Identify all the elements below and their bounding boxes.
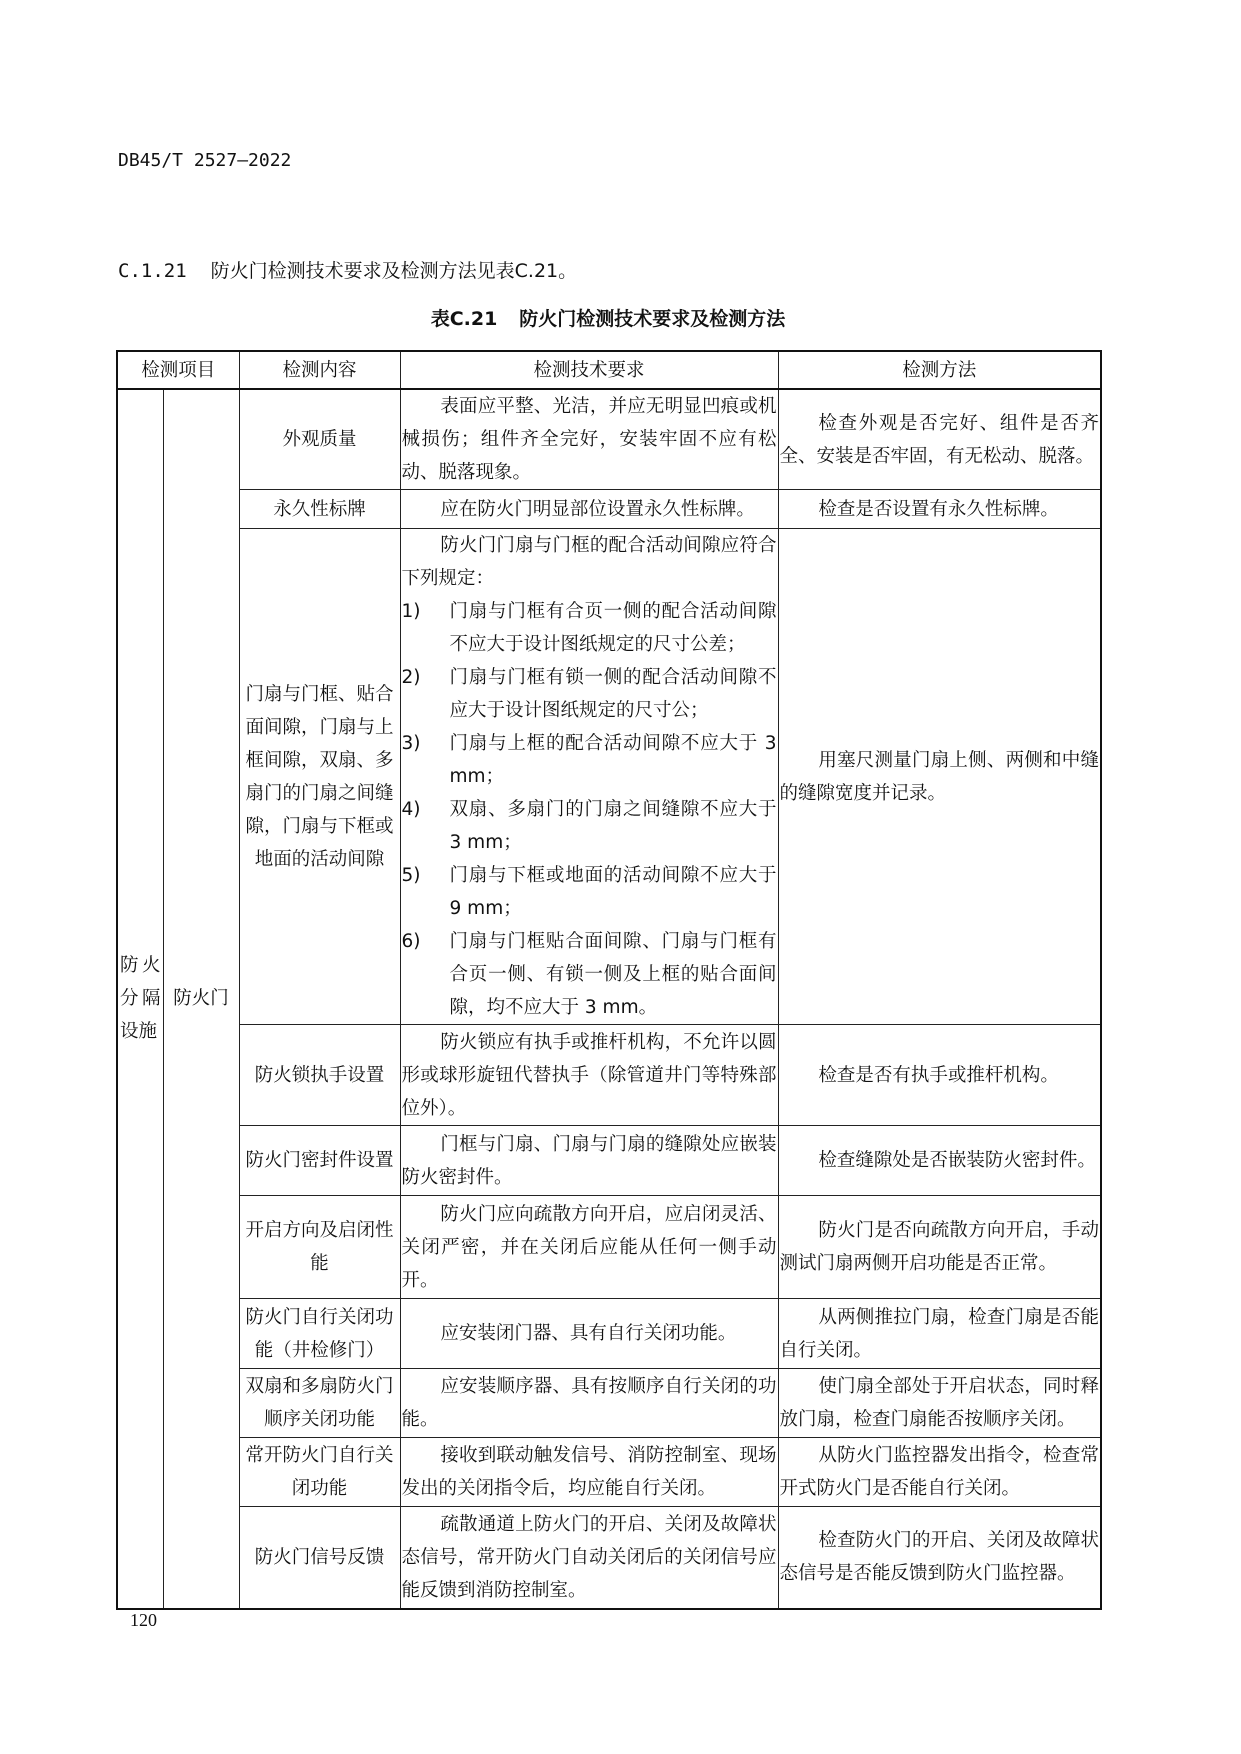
requirement-cell: 应在防火门明显部位设置永久性标牌。 [400,490,778,529]
requirement-cell: 防火锁应有执手或推杆机构，不允许以圆形或球形旋钮代替执手（除管道井门等特殊部位外）。 [400,1025,778,1126]
requirement-list-item [402,595,777,661]
subcategory-cell: 防火门 [163,389,239,1609]
header-content: 检测内容 [239,351,400,389]
category-cell: 防火分隔设施 [117,389,163,1609]
table-row [117,1299,1101,1369]
list-text: 门扇与上框的配合活动间隙不应大于 3 mm； [449,733,777,787]
requirement-cell: 防火门应向疏散方向开启，应启闭灵活、关闭严密，并在关闭后应能从任何一侧手动开。 [400,1196,778,1299]
requirement-list-item [402,859,777,925]
table-number: 表C.21 [430,308,498,330]
table-row [117,1126,1101,1196]
method-cell: 检查缝隙处是否嵌装防火密封件。 [778,1126,1101,1196]
content-cell: 双扇和多扇防火门顺序关闭功能 [239,1369,400,1438]
list-number: 3) [401,733,421,754]
table-row [117,1507,1101,1609]
method-cell: 防火门是否向疏散方向开启，手动测试门扇两侧开启功能是否正常。 [778,1196,1101,1299]
content-cell: 门扇与门框、贴合面间隙，门扇与上框间隙，双扇、多扇门的门扇之间缝隙，门扇与下框或地面的活动间隙 [239,529,400,1025]
table-row [117,490,1101,529]
requirement-list-item [402,925,777,1024]
requirement-cell: 应安装顺序器、具有按顺序自行关闭的功能。 [400,1369,778,1438]
content-cell: 防火锁执手设置 [239,1025,400,1126]
method-cell: 检查外观是否完好、组件是否齐全、安装是否牢固，有无松动、脱落。 [778,389,1101,490]
method-cell: 使门扇全部处于开启状态，同时释放门扇，检查门扇能否按顺序关闭。 [778,1369,1101,1438]
table-row [117,389,1101,490]
content-cell: 外观质量 [239,389,400,490]
content-cell: 永久性标牌 [239,490,400,529]
method-cell: 检查防火门的开启、关闭及故障状态信号是否能反馈到防火门监控器。 [778,1507,1101,1609]
method-cell: 检查是否有执手或推杆机构。 [778,1025,1101,1126]
requirement-cell: 疏散通道上防火门的开启、关闭及故障状态信号，常开防火门自动关闭后的关闭信号应能反馈到消防控制室。 [400,1507,778,1609]
header-method: 检测方法 [778,351,1101,389]
content-cell: 防火门密封件设置 [239,1126,400,1196]
method-cell: 用塞尺测量门扇上侧、两侧和中缝的缝隙宽度并记录。 [778,529,1101,1025]
requirement-list-item [402,793,777,859]
requirement-cell: 应安装闭门器、具有自行关闭功能。 [400,1299,778,1369]
table-row [117,1196,1101,1299]
content-cell: 防火门信号反馈 [239,1507,400,1609]
clause-text: 防火门检测技术要求及检测方法见表C.21。 [210,260,578,282]
content-cell: 防火门自行关闭功能（井检修门） [239,1299,400,1369]
list-text: 门扇与门框有合页一侧的配合活动间隙不应大于设计图纸规定的尺寸公差； [449,601,777,655]
method-cell: 从防火门监控器发出指令，检查常开式防火门是否能自行关闭。 [778,1438,1101,1507]
list-number: 5) [401,865,421,886]
table-row [117,529,1101,1025]
requirement-cell: 门框与门扇、门扇与门扇的缝隙处应嵌装防火密封件。 [400,1126,778,1196]
requirement-intro: 防火门门扇与门框的配合活动间隙应符合下列规定： [401,535,777,589]
page-number: 120 [130,1610,157,1630]
list-text: 门扇与门框贴合面间隙、门扇与门框有合页一侧、有锁一侧及上框的贴合面间隙，均不应大于 3 mm。 [449,931,777,1018]
document-code: DB45/T 2527—2022 [118,150,292,171]
requirement-list-item [402,661,777,727]
table-header-row [117,351,1101,389]
list-number: 4) [401,799,421,820]
method-cell: 检查是否设置有永久性标牌。 [778,490,1101,529]
table-title-text: 防火门检测技术要求及检测方法 [519,308,786,330]
content-cell: 开启方向及启闭性能 [239,1196,400,1299]
list-number: 2) [401,667,421,688]
inspection-table [116,350,1102,1610]
list-text: 门扇与下框或地面的活动间隙不应大于 9 mm； [449,865,777,919]
content-cell: 常开防火门自行关闭功能 [239,1438,400,1507]
table-row [117,1438,1101,1507]
list-text: 门扇与门框有锁一侧的配合活动间隙不应大于设计图纸规定的尺寸公； [449,667,777,721]
list-text: 双扇、多扇门的门扇之间缝隙不应大于 3 mm； [449,799,777,853]
header-item: 检测项目 [117,351,239,389]
table-row [117,1025,1101,1126]
header-requirement: 检测技术要求 [400,351,778,389]
method-cell: 从两侧推拉门扇，检查门扇是否能自行关闭。 [778,1299,1101,1369]
list-number: 1) [401,601,421,622]
list-number: 6) [401,931,421,952]
clause-heading [118,256,577,283]
clause-number: C.1.21 [118,260,187,282]
requirement-list-item [402,727,777,793]
table-row [117,1369,1101,1438]
requirement-cell [400,529,778,1025]
requirement-cell: 表面应平整、光洁，并应无明显凹痕或机械损伤；组件齐全完好，安装牢固不应有松动、脱落现象。 [400,389,778,490]
table-title [116,304,1100,331]
requirement-cell: 接收到联动触发信号、消防控制室、现场发出的关闭指令后，均应能自行关闭。 [400,1438,778,1507]
